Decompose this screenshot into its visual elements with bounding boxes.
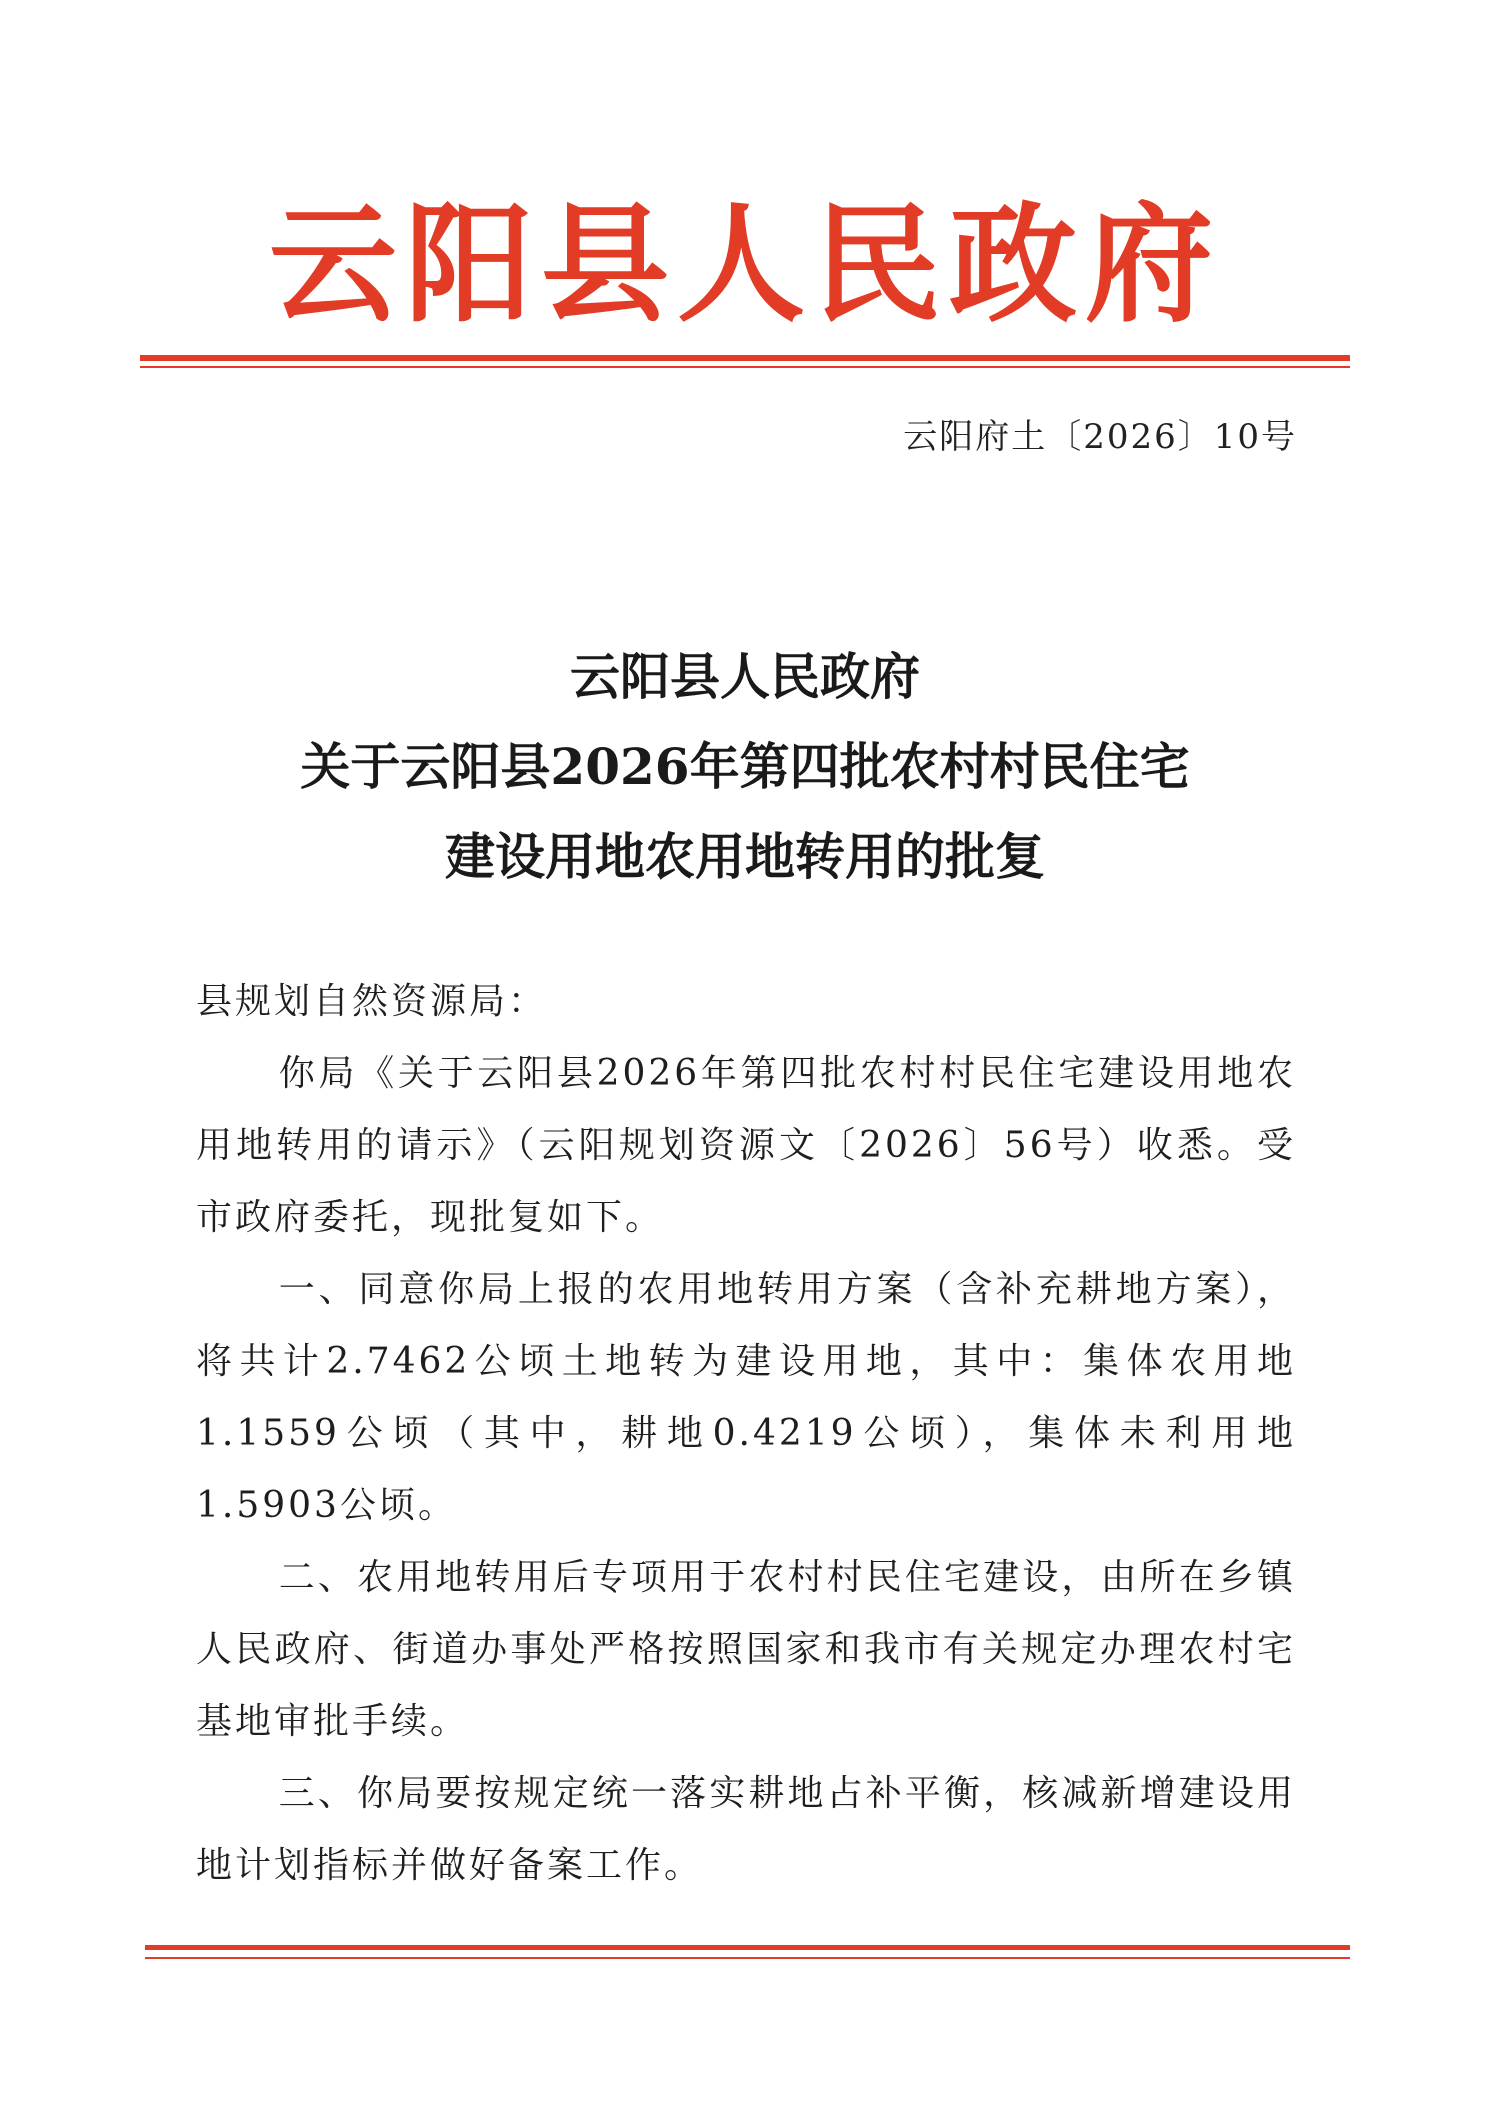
document-body <box>196 966 1296 1902</box>
footer-red-rule-thin <box>145 1957 1350 1959</box>
masthead-red-rule-thin <box>140 366 1350 368</box>
title-line-1: 云阳县人民政府 <box>570 647 920 706</box>
title-line-3: 建设用地农用地转用的批复 <box>445 827 1045 886</box>
body-paragraph-4: 三、你局要按规定统一落实耕地占补平衡，核减新增建设用地计划指标并做好备案工作。 <box>196 1773 1296 1886</box>
footer-red-rule <box>145 1945 1350 1950</box>
body-paragraph-1: 你局《关于云阳县2026年第四批农村村民住宅建设用地农用地转用的请示》（云阳规划资源文〔2026〕56号）收悉。受市政府委托，现批复如下。 <box>196 1053 1296 1238</box>
masthead-red-rule <box>140 355 1350 361</box>
document-number: 云阳府土〔2026〕10号 <box>903 417 1297 457</box>
body-paragraph-3: 二、农用地转用后专项用于农村村民住宅建设，由所在乡镇人民政府、街道办事处严格按照国家和我市有关规定办理农村宅基地审批手续。 <box>196 1557 1296 1742</box>
salutation: 县规划自然资源局： <box>196 981 548 1022</box>
body-paragraph-2: 一、同意你局上报的农用地转用方案（含补充耕地方案），将共计2.7462公顷土地转为建设用地，其中：集体农用地1.1559公顷（其中，耕地0.4219公顷），集体未利用地1.5903公顷。 <box>196 1269 1296 1526</box>
document-title <box>140 632 1350 902</box>
title-line-2: 关于云阳县2026年第四批农村村民住宅 <box>300 737 1190 796</box>
masthead-title: 云阳县人民政府 <box>268 190 1221 340</box>
